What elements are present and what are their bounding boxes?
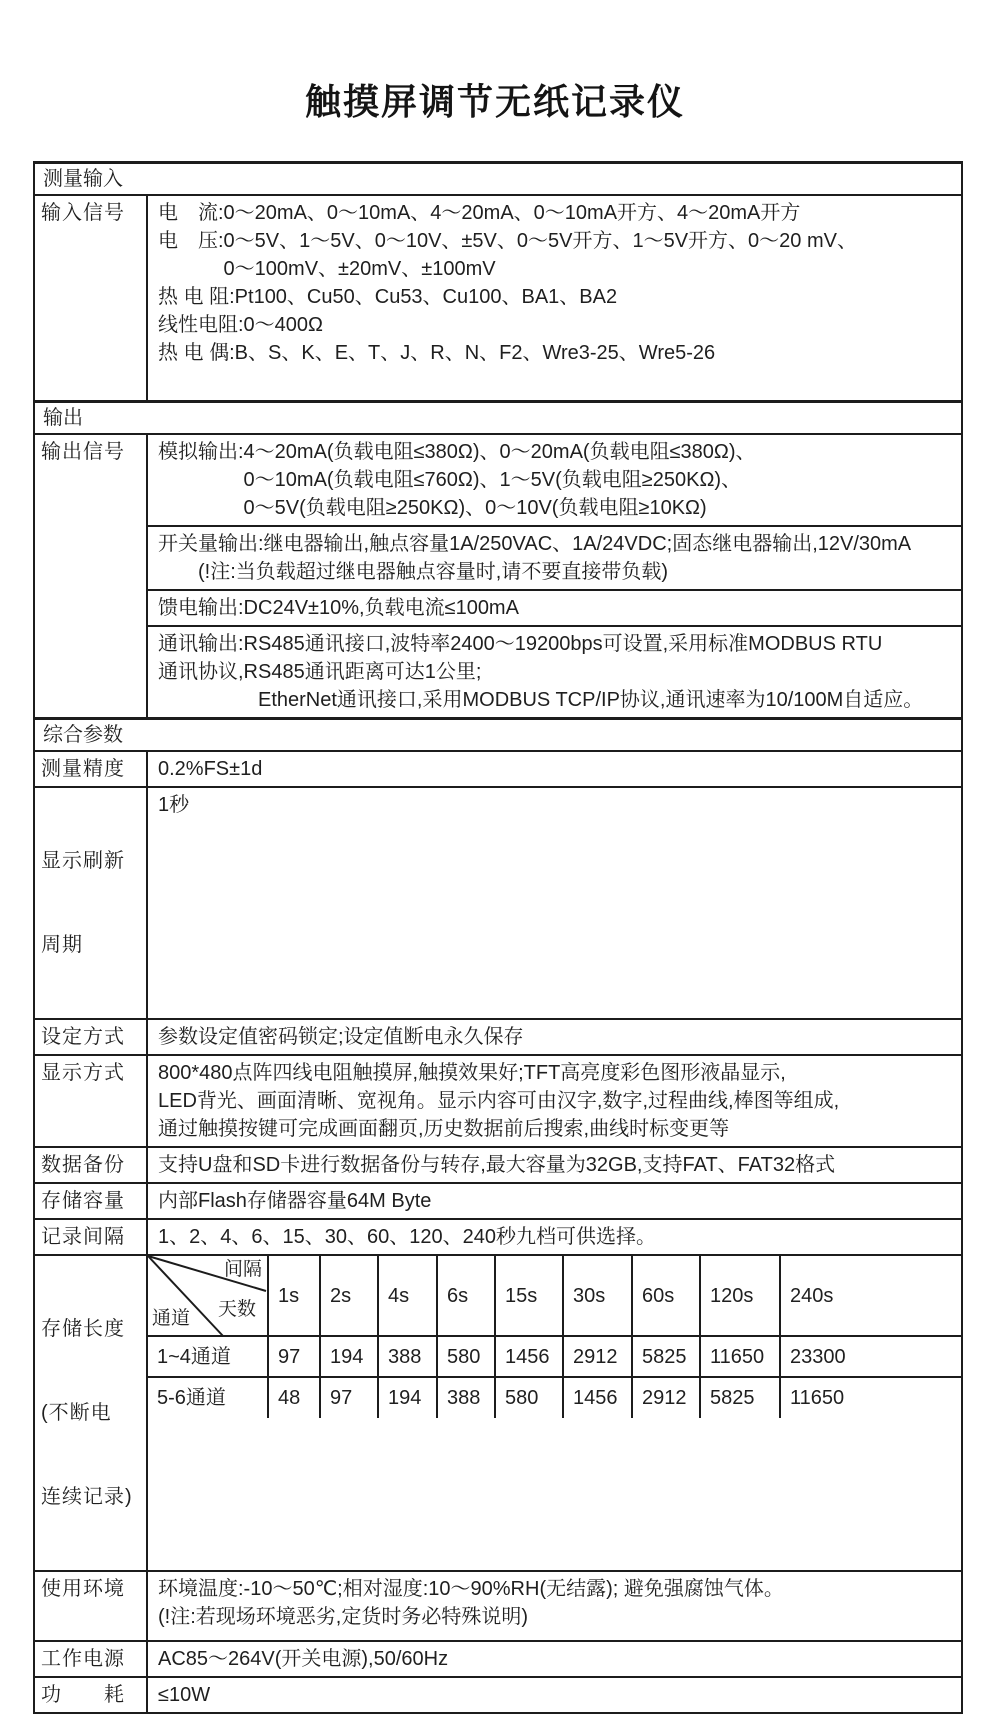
environment-line-1: 环境温度:-10～50℃;相对湿度:10～90%RH(无结露); 避免强腐蚀气体。 [158, 1578, 784, 1600]
corner-label-days: 天数 [218, 1299, 257, 1320]
spec-row-record-interval [34, 1219, 962, 1255]
output-analog-line-2: 0～10mA(负载电阻≤760Ω)、1～5V(负载电阻≥250KΩ)、 [158, 469, 742, 491]
output-feed-value [147, 590, 962, 626]
display-method-line-1: 800*480点阵四线电阻触摸屏,触摸效果好;TFT高亮度彩色图形液晶显示, [158, 1062, 786, 1084]
storage-value: 388 [378, 1336, 437, 1377]
storage-col-header-30s: 30s [563, 1256, 632, 1336]
data-backup-label: 数据备份 [34, 1147, 147, 1183]
storage-length-label [34, 1255, 147, 1571]
storage-value: 5825 [632, 1336, 700, 1377]
page-title: 触摸屏调节无纸记录仪 [304, 81, 685, 122]
section-header-measure-input: 测量输入 [34, 163, 962, 196]
storage-value: 23300 [780, 1336, 963, 1377]
storage-col-header-60s: 60s [632, 1256, 700, 1336]
spec-row-output-signal-analog [34, 434, 962, 526]
setting-method-label: 设定方式 [34, 1019, 147, 1055]
storage-days-table [148, 1256, 963, 1418]
display-method-line-2: LED背光、画面清晰、宽视角。显示内容可由汉字,数字,过程曲线,棒图等组成, [158, 1090, 840, 1112]
input-signal-label: 输入信号 [34, 195, 147, 402]
section-row-measure-input [34, 163, 962, 196]
display-method-line-3: 通过触摸按键可完成画面翻页,历史数据前后搜索,曲线时标变更等 [158, 1118, 730, 1140]
power-consumption-label: 功 耗 [34, 1677, 147, 1713]
output-comm-line-1: 通讯输出:RS485通讯接口,波特率2400～19200bps可设置,采用标准MODBUS RTU [158, 633, 883, 655]
spec-row-output-signal-relay [34, 526, 962, 590]
refresh-cycle-label-line-1: 显示刷新 [41, 850, 125, 872]
input-signal-line-voltage-cont: 0～100mV、±20mV、±100mV [158, 258, 496, 280]
storage-value: 11650 [700, 1336, 780, 1377]
storage-value: 2912 [563, 1336, 632, 1377]
storage-value: 580 [437, 1336, 495, 1377]
environment-label: 使用环境 [34, 1571, 147, 1641]
power-supply-value: AC85～264V(开关电源),50/60Hz [147, 1641, 962, 1677]
spec-row-data-backup [34, 1147, 962, 1183]
display-method-label: 显示方式 [34, 1055, 147, 1147]
input-signal-line-linear-resistance: 线性电阻:0～400Ω [158, 314, 323, 336]
storage-value: 580 [495, 1377, 563, 1418]
section-row-general-params [34, 719, 962, 752]
spec-row-input-signal [34, 195, 962, 402]
spec-row-output-signal-comm [34, 626, 962, 719]
storage-length-label-line-3: 连续记录) [41, 1486, 133, 1508]
environment-line-2: (!注:若现场环境恶劣,定货时务必特殊说明) [158, 1606, 528, 1628]
data-backup-value: 支持U盘和SD卡进行数据备份与转存,最大容量为32GB,支持FAT、FAT32格式 [147, 1147, 962, 1183]
spec-row-accuracy [34, 751, 962, 787]
storage-capacity-label: 存储容量 [34, 1183, 147, 1219]
storage-table-row-ch5-6 [148, 1377, 963, 1418]
storage-length-table-cell [147, 1255, 962, 1571]
storage-value: 1456 [495, 1336, 563, 1377]
output-signal-label: 输出信号 [34, 434, 147, 719]
spec-row-display-method [34, 1055, 962, 1147]
output-analog-line-1: 模拟输出:4～20mA(负载电阻≤380Ω)、0～20mA(负载电阻≤380Ω)、 [158, 441, 756, 463]
storage-value: 11650 [780, 1377, 963, 1418]
storage-value: 97 [268, 1336, 320, 1377]
storage-col-header-4s: 4s [378, 1256, 437, 1336]
output-analog-value [147, 434, 962, 526]
storage-table-row-ch1-4 [148, 1336, 963, 1377]
storage-length-label-line-1: 存储长度 [41, 1318, 125, 1340]
output-feed-line: 馈电输出:DC24V±10%,负载电流≤100mA [158, 597, 519, 619]
refresh-cycle-value-text: 1秒 [158, 794, 190, 816]
spec-table [33, 161, 963, 1714]
storage-capacity-value: 内部Flash存储器容量64M Byte [147, 1183, 962, 1219]
storage-col-header-2s: 2s [320, 1256, 378, 1336]
section-header-general-params: 综合参数 [34, 719, 962, 752]
refresh-cycle-label-line-2: 周期 [41, 934, 83, 956]
environment-value [147, 1571, 962, 1641]
storage-col-header-15s: 15s [495, 1256, 563, 1336]
spec-row-output-signal-feed [34, 590, 962, 626]
storage-value: 388 [437, 1377, 495, 1418]
output-relay-line-1: 开关量输出:继电器输出,触点容量1A/250VAC、1A/24VDC;固态继电器输出,12V/30mA [158, 533, 912, 555]
storage-row-label-ch5-6: 5-6通道 [148, 1377, 268, 1418]
storage-table-corner-cell [148, 1256, 268, 1336]
input-signal-value [147, 195, 962, 402]
section-row-output [34, 402, 962, 435]
corner-label-channel: 通道 [152, 1308, 191, 1329]
storage-value: 1456 [563, 1377, 632, 1418]
spec-row-power-supply [34, 1641, 962, 1677]
storage-length-label-line-2: (不断电 [41, 1402, 112, 1424]
storage-value: 97 [320, 1377, 378, 1418]
spec-row-setting-method [34, 1019, 962, 1055]
storage-value: 194 [320, 1336, 378, 1377]
output-comm-value [147, 626, 962, 719]
storage-value: 48 [268, 1377, 320, 1418]
refresh-cycle-label [34, 787, 147, 1019]
storage-value: 2912 [632, 1377, 700, 1418]
storage-table-header-row [148, 1256, 963, 1336]
spec-row-storage-capacity [34, 1183, 962, 1219]
record-interval-value: 1、2、4、6、15、30、60、120、240秒九档可供选择。 [147, 1219, 962, 1255]
spec-row-refresh-cycle [34, 787, 962, 1019]
spec-row-environment [34, 1571, 962, 1641]
output-relay-value [147, 526, 962, 590]
storage-row-label-ch1-4: 1~4通道 [148, 1336, 268, 1377]
storage-value: 194 [378, 1377, 437, 1418]
spec-row-storage-length [34, 1255, 962, 1571]
storage-col-header-240s: 240s [780, 1256, 963, 1336]
record-interval-label: 记录间隔 [34, 1219, 147, 1255]
spec-row-power-consumption [34, 1677, 962, 1713]
output-analog-line-3: 0～5V(负载电阻≥250KΩ)、0～10V(负载电阻≥10KΩ) [158, 497, 707, 519]
display-method-value [147, 1055, 962, 1147]
storage-col-header-120s: 120s [700, 1256, 780, 1336]
output-comm-line-2: 通讯协议,RS485通讯距离可达1公里; [158, 661, 482, 683]
output-relay-line-2: (!注:当负载超过继电器触点容量时,请不要直接带负载) [158, 561, 668, 583]
power-consumption-value: ≤10W [147, 1677, 962, 1713]
storage-col-header-6s: 6s [437, 1256, 495, 1336]
corner-label-interval: 间隔 [223, 1259, 262, 1280]
power-supply-label: 工作电源 [34, 1641, 147, 1677]
refresh-cycle-value [147, 787, 962, 1019]
storage-col-header-1s: 1s [268, 1256, 320, 1336]
setting-method-value: 参数设定值密码锁定;设定值断电永久保存 [147, 1019, 962, 1055]
input-signal-line-current: 电 流:0～20mA、0～10mA、4～20mA、0～10mA开方、4～20mA开方 [158, 202, 801, 224]
input-signal-line-rtd: 热 电 阻:Pt100、Cu50、Cu53、Cu100、BA1、BA2 [158, 286, 618, 308]
accuracy-value: 0.2%FS±1d [147, 751, 962, 787]
accuracy-label: 测量精度 [34, 751, 147, 787]
output-comm-line-3: EtherNet通讯接口,采用MODBUS TCP/IP协议,通讯速率为10/100M自适应。 [158, 689, 924, 711]
storage-value: 5825 [700, 1377, 780, 1418]
input-signal-line-thermocouple: 热 电 偶:B、S、K、E、T、J、R、N、F2、Wre3-25、Wre5-26 [158, 342, 716, 364]
input-signal-line-voltage: 电 压:0～5V、1～5V、0～10V、±5V、0～5V开方、1～5V开方、0～20 mV、 [158, 230, 857, 252]
section-header-output: 输出 [34, 402, 962, 435]
